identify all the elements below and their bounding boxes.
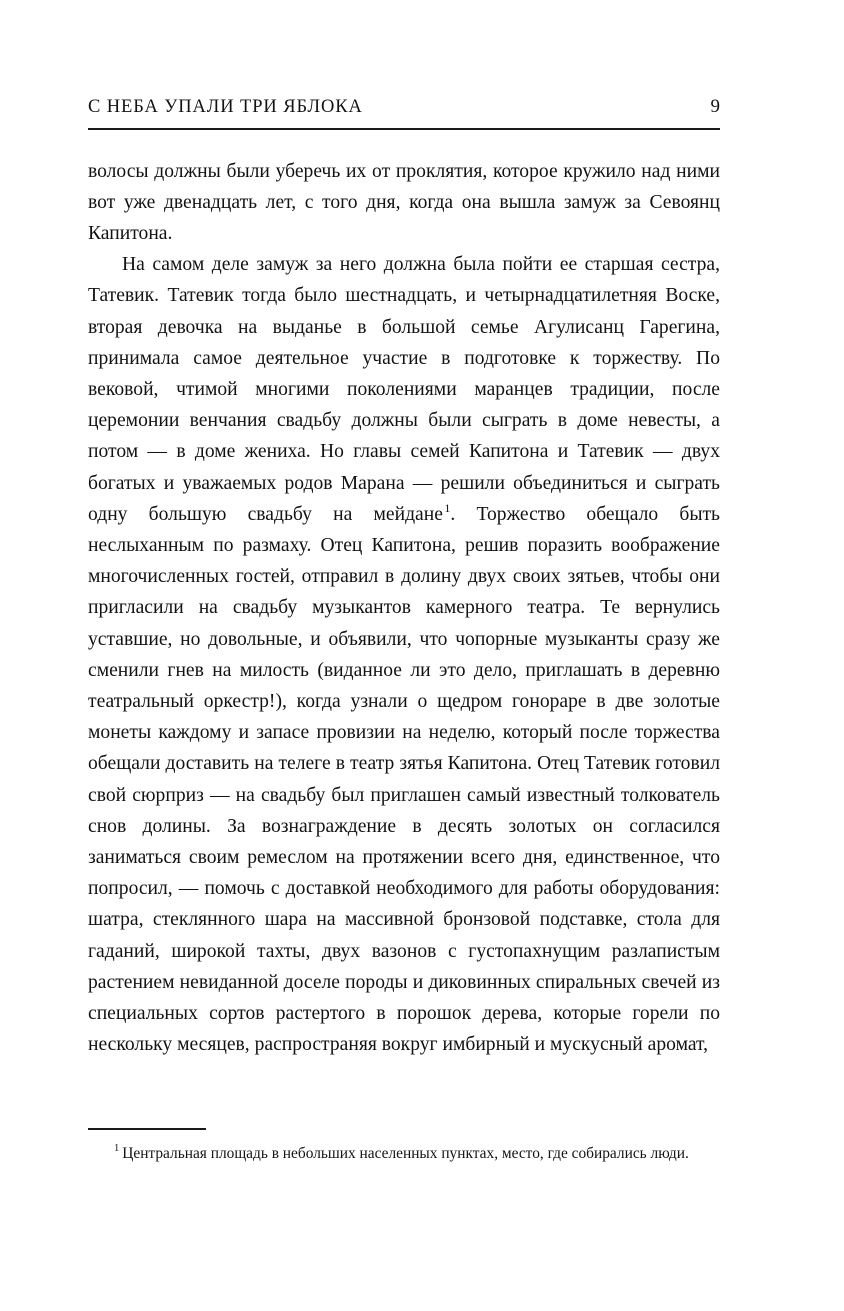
running-header — [88, 96, 720, 118]
paragraph-2-part-2: . Торжество обещало быть неслыханным по размаху. Отец Капитона, решив поразить воображение многочисленных гостей, отправил в долину двух своих зятьев, чтобы они пригласили на свадьбу музыкантов камерного театра. Те вернулись уставшие, но довольные, и объявили, что чопорные музыканты сразу же сменили гнев на милость (виданное ли это дело, приглашать в деревню театральный оркестр!), когда узнали о щедром гонораре в две золотые монеты каждому и запасе провизии на неделю, который после торжества обещали доставить на телеге в театр зятья Капитона. Отец Татевик готовил свой сюрприз — на свадьбу был приглашен самый известный толкователь снов долины. За вознаграждение в десять золотых он согласился заниматься своим ремеслом на протяжении всего дня, единственное, что попросил, — помочь с доставкой необходимого для работы оборудования: шатра, стеклянного шара на массивной бронзовой подставке, стола для гаданий, широкой тахты, двух вазонов с густопахнущим разлапистым растением невиданной доселе породы и диковинных спиральных свечей из специальных сортов растертого в порошок дерева, которые горели по нескольку месяцев, распространяя вокруг имбирный и мускусный аромат, — [88, 503, 720, 1056]
paragraph-1: волосы должны были уберечь их от проклятия, которое кружило над ними вот уже двенадцать лет, с того дня, когда она вышла замуж за Севоянц Капитона. — [88, 160, 720, 244]
paragraph-2-part-1: На самом деле замуж за него должна была пойти ее старшая сестра, Татевик. Татевик тогда было шестнадцать, и четырнадцатилетняя Воске, вторая девочка на выданье в большой семье Агулисанц Гарегина, принимала самое деятельное участие в подготовке к торжеству. По вековой, чтимой многими поколениями маранцев традиции, после церемонии венчания свадьбу должны были сыграть в доме невесты, а потом — в доме жениха. Но главы семей Капитона и Татевик — двух богатых и уважаемых родов Марана — решили объединиться и сыграть одну большую свадьбу на мейдане — [88, 254, 720, 525]
page-number: 9 — [710, 96, 720, 117]
footnote-body: Центральная площадь в небольших населенных пунктах, место, где собирались люди. — [122, 1144, 689, 1162]
footnote-number: 1 — [114, 1143, 120, 1155]
footnote-block — [88, 1128, 720, 1166]
footnote-reference-marker: 1 — [444, 501, 451, 516]
running-header-title: С НЕБА УПАЛИ ТРИ ЯБЛОКА — [88, 97, 363, 117]
header-divider — [88, 128, 720, 130]
body-text — [88, 156, 720, 1061]
footnote-divider — [88, 1128, 206, 1130]
paragraph-2 — [88, 249, 720, 1060]
page-content — [88, 96, 720, 1060]
footnote-text — [88, 1142, 720, 1166]
